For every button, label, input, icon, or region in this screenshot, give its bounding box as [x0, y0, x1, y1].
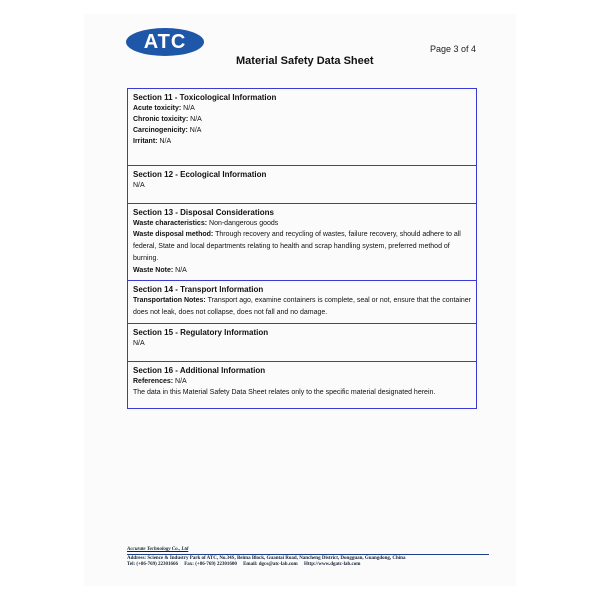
section-15-title: Section 15 - Regulatory Information: [133, 328, 269, 337]
section-11-title: Section 11 - Toxicological Information: [133, 93, 277, 102]
waste-disposal-method: Waste disposal method: Through recovery and recycling of wastes, failure recovery, should adhere to all federal, State and local departments relating to health and scrap handling system, preferred method of burning.: [133, 231, 461, 262]
footer-address: Address: Science & Industry Park of ATC, No.34S, Beima Block, Guantai Road, Nancheng District, Dongguan, Guangdong, China: [127, 556, 406, 561]
irritant: Irritant: N/A: [133, 138, 172, 145]
footer-website: Http://www.dgatc-lab.com: [303, 562, 361, 567]
msds-table: [127, 88, 477, 409]
footer: [127, 547, 489, 568]
section-16-body: The data in this Material Safety Data Sheet relates only to the specific material designated herein.: [133, 389, 436, 396]
transportation-notes: Transportation Notes: Transport ago, examine containers is complete, seal or not, ensure that the container does not leak, does not collapse, does not fall and no damage.: [133, 297, 471, 316]
logo-text: ATC: [143, 30, 187, 53]
section-16-title: Section 16 - Additional Information: [133, 366, 266, 375]
footer-tel: Tel: (+86-769) 22301666: [127, 562, 178, 567]
footer-email: Email: dgcs@atc-lab.com: [243, 562, 298, 567]
footer-company: Accurate Technology Co., Ltd: [127, 547, 189, 552]
section-14-title: Section 14 - Transport Information: [133, 285, 264, 294]
acute-toxicity: Acute toxicity: N/A: [133, 105, 195, 112]
section-15-body: N/A: [133, 340, 145, 347]
footer-fax: Fax: (+86-769) 22301600: [184, 562, 237, 567]
page-number: Page 3 of 4: [430, 44, 477, 54]
section-14: [128, 281, 476, 324]
waste-characteristics: Waste characteristics: Non-dangerous goods: [133, 220, 279, 227]
section-12: [128, 166, 476, 204]
section-15: [128, 324, 476, 362]
section-12-body: N/A: [133, 182, 145, 189]
atc-logo: [126, 28, 204, 56]
references: References: N/A: [133, 378, 187, 385]
carcinogenicity: Carcinogenicity: N/A: [133, 127, 202, 134]
waste-note: Waste Note: N/A: [133, 267, 187, 274]
footer-contacts: [127, 562, 489, 568]
section-13-title: Section 13 - Disposal Considerations: [133, 208, 274, 217]
section-13: [128, 204, 476, 281]
section-12-title: Section 12 - Ecological Information: [133, 170, 267, 179]
chronic-toxicity: Chronic toxicity: N/A: [133, 116, 202, 123]
document-title: Material Safety Data Sheet: [236, 55, 374, 67]
footer-rule: [127, 554, 489, 555]
section-16: [128, 362, 476, 408]
section-11: [128, 89, 476, 166]
